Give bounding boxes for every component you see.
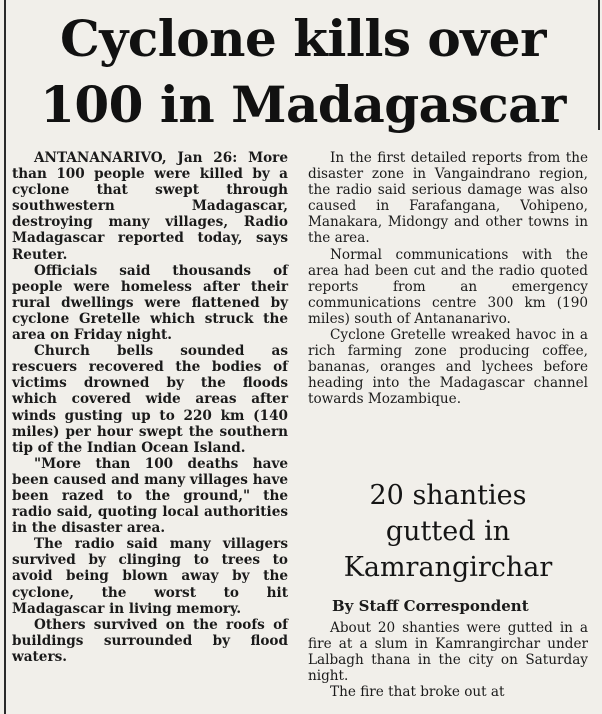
story-paragraph [12,150,288,263]
main-headline-line-2: 100 in Madagascar [40,75,566,134]
column-rule-left [4,0,6,714]
main-headline-line-1: Cyclone kills over [60,9,546,68]
story-paragraph: Cyclone Gretelle wreaked havoc in a rich farming zone producing coffee, bananas, oranges and lychees before heading into the Madagascar channel towards Mozambique. [308,327,588,408]
story-paragraph: The fire that broke out at [330,684,505,701]
story-paragraph: Church bells sounded as rescuers recovered the bodies of victims drowned by the floods which covered wide areas after winds gusting up to 220 km (140 miles) per hour swept the southern tip of the Indian Ocean Island. [12,343,288,456]
story-paragraph: Officials said thousands of people were homeless after their rural dwellings were flattened by cyclone Gretelle which struck the area on Friday night. [12,262,288,344]
main-story-column-left [12,150,288,665]
column-rule-right [598,0,600,130]
story-paragraph: The radio said many villagers survived by clinging to trees to avoid being blown away by the cyclone, the worst to hit Madagascar in living memory. [12,536,288,617]
main-story-column-right [308,150,588,408]
byline: By Staff Correspondent [332,597,529,615]
story-paragraph: About 20 shanties were gutted in a fire at a slum in Kamrangirchar under Lalbagh thana in the city on Saturday night. [308,620,588,685]
main-headline [8,6,598,138]
second-headline-line-1: 20 shanties [369,480,527,511]
second-story-headline [300,478,596,586]
story-paragraph: Normal communications with the area had been cut and the radio quoted reports from an emergency communications centre 300 km (190 miles) south of Antananarivo. [308,246,588,327]
story-paragraph: "More than 100 deaths have been caused and many villages have been razed to the ground," the radio said, quoting local authorities in the disaster area. [12,455,288,537]
second-headline-line-3: Kamrangirchar [343,552,553,583]
story-paragraph: In the first detailed reports from the disaster zone in Vangaindrano region, the radio said serious damage was also caused in Farafangana, Vohipeno, Manakara, Midongy and other towns in the area. [308,150,588,247]
story-paragraph: Others survived on the roofs of buildings surrounded by flood waters. [12,616,288,665]
story-paragraph-text: More than 100 people were killed by a cyclone that swept through southwestern Madagascar, destroying many villages, Radio Madagascar reported today, says Reuter. [12,150,288,263]
second-story-body [308,620,588,700]
second-headline-line-2: gutted in [385,516,511,547]
dateline: ANTANANARIVO, Jan 26: [34,150,238,166]
